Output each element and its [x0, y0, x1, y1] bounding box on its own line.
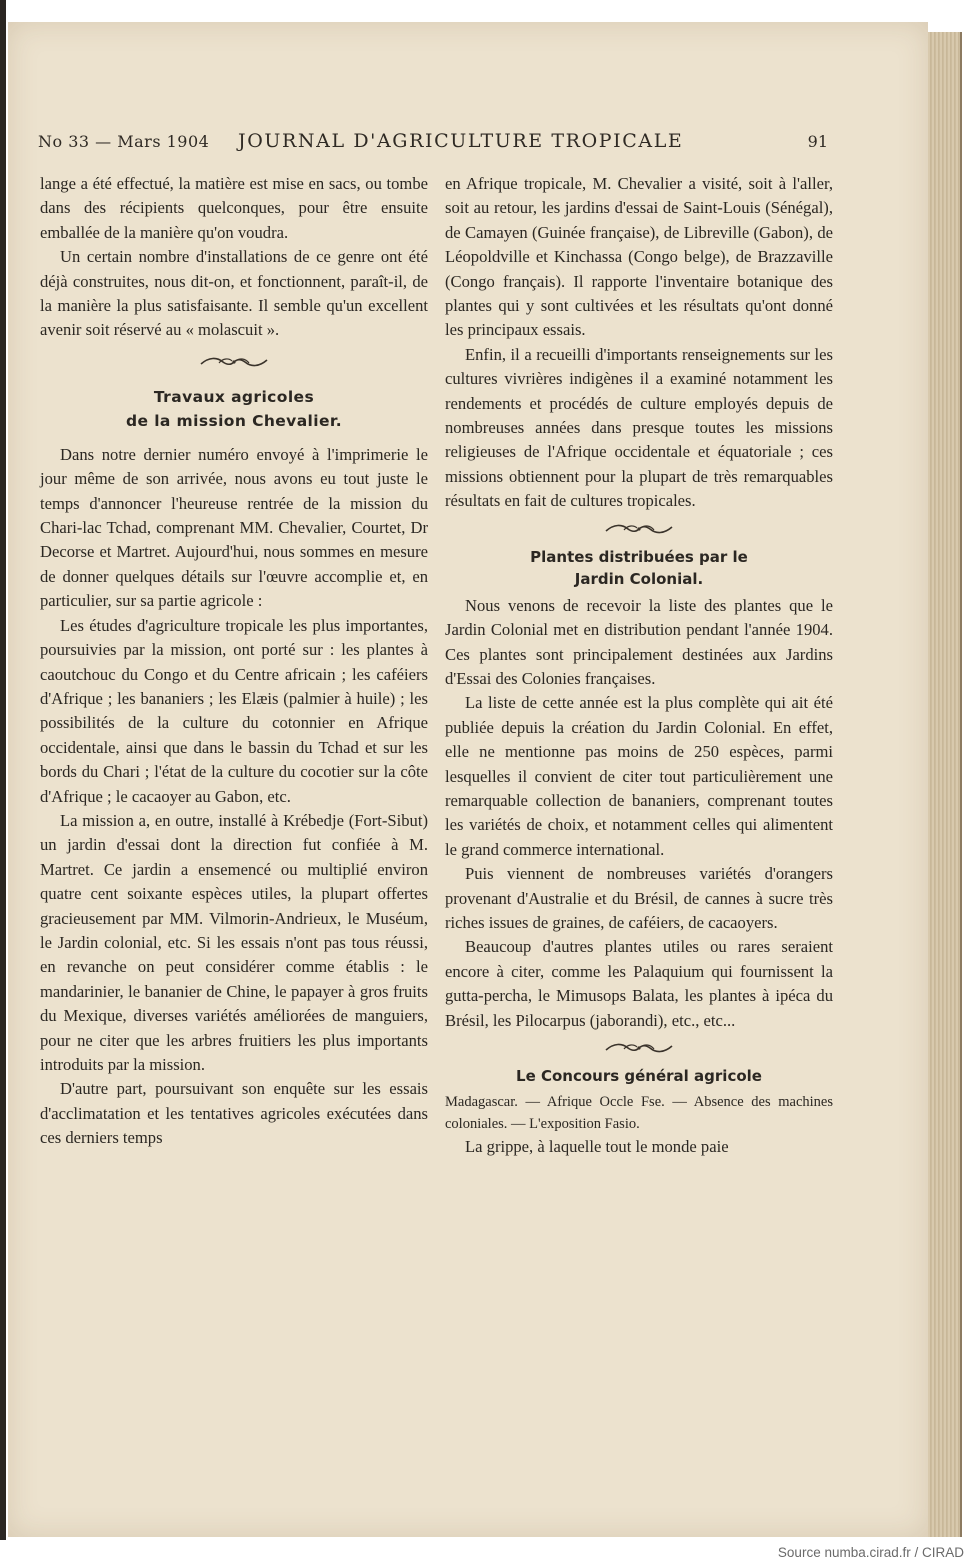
section-title: Le Concours général agricole: [516, 1067, 762, 1085]
ornament-divider-icon: [604, 522, 674, 536]
paragraph: Puis viennent de nombreuses variétés d'orangers provenant d'Australie et du Brésil, de cannes à sucre très riches issues de graines, de caféiers, de cacaoyers.: [445, 864, 833, 932]
paragraph: Les études d'agriculture tropicale les plus importantes, poursuivies par la mission, ont porté sur : les plantes à caoutchouc du Congo et du Centre africain ; les caféiers d'Afrique ; les bananiers ; les Elæis (palmier à huile) ; les possibilités de la culture du cotonnier en Afrique occidentale, ainsi que dans le bassin du Tchad et sur les bords du Chari ; l'état de la culture du cocotier sur la côte d'Afrique ; le cacaoyer au Gabon, etc.: [40, 615, 428, 806]
paragraph: en Afrique tropicale, M. Chevalier a visité, soit à l'aller, soit au retour, les jardins d'essai de Saint-Louis (Sénégal), de Camayen (Guinée française), de Libreville (Gabon), de Léopoldville et Kinchassa (Congo belge), de Brazzaville (Congo français). Il rapporte l'inventaire botanique des plantes qui y sont cultivées et les résultats qu'ont donné les principaux essais.: [445, 174, 833, 340]
section-title-line: de la mission Chevalier.: [125, 411, 343, 430]
paragraph: La grippe, à laquelle tout le monde paie: [465, 1137, 729, 1156]
section-title: [40, 385, 428, 433]
page-number: 91: [807, 132, 828, 151]
left-column: [40, 172, 428, 1151]
paragraph: Nous venons de recevoir la liste des plantes que le Jardin Colonial met en distribution pendant l'année 1904. Ces plantes sont principalement destinées aux Jardins d'Essai des Colonies françaises.: [445, 595, 833, 688]
scan-left-edge: [0, 0, 6, 1540]
running-header: [38, 130, 828, 156]
paragraph: Un certain nombre d'installations de ce genre ont été déjà construites, nous dit-on, et fonctionnent, paraît-il, de la manière la plus satisfaisante. Il semble qu'un excellent avenir soit réservé au « molascuit ».: [40, 247, 428, 340]
paragraph: La mission a, en outre, installé à Krébedje (Fort-Sibut) un jardin d'essai dont la direction fut confiée à M. Martret. Ce jardin a ensemencé ou multiplié environ quatre cent soixante espèces utiles, la plupart offertes gracieusement par MM. Vilmorin-Andrieux, le Muséum, le Jardin colonial, etc. Si les essais n'ont pas tous réussi, en revanche on peut considérer comme établis : le mandarinier, le bananier de Chine, le papayer à gros fruits du Mexique, diverses variétés améliorées de manguiers, pour ne citer que les arbres fruitiers les plus importants introduits par la mission.: [40, 810, 428, 1074]
ornament-divider-icon: [604, 1041, 674, 1055]
source-credit: Source numba.cirad.fr / CIRAD: [777, 1545, 964, 1560]
section-title-line: Plantes distribuées par le: [530, 547, 748, 566]
right-column: [445, 172, 833, 1159]
page-stack-edge: [928, 32, 962, 1537]
issue-number: No 33 — Mars 1904: [38, 132, 210, 151]
section-title-line: Travaux agricoles: [153, 387, 315, 406]
paragraph: Dans notre dernier numéro envoyé à l'imprimerie le jour même de son arrivée, nous avons eu tout juste le temps d'annoncer l'heureuse rentrée de la mission du Chari-lac Tchad, comprenant MM. Chevalier, Courtet, Dr Decorse et Martret. Aujourd'hui, nous sommes en mesure de donner quelques détails sur l'œuvre accomplie et, en particulier, sur sa partie agricole :: [40, 444, 428, 611]
journal-title: JOURNAL D'AGRICULTURE TROPICALE: [238, 130, 684, 152]
paragraph: D'autre part, poursuivant son enquête sur les essais d'acclimatation et les tentatives agricoles exécutées dans ces derniers temps: [40, 1079, 428, 1148]
paragraph: Beaucoup d'autres plantes utiles ou rares seraient encore à citer, comme les Palaquium qui fournissent la gutta-percha, le Mimusops Balata, les plantes à ipéca du Brésil, les Pilocarpus (jaborandi), etc., etc...: [445, 937, 833, 1030]
ornament-divider-icon: [199, 355, 269, 369]
paragraph: lange a été effectué, la matière est mise en sacs, ou tombe dans des récipients quelconques, pour être ensuite emballée de la manière qu'on voudra.: [40, 174, 428, 242]
section-summary: Madagascar. — Afrique Occle Fse. — Absence des machines coloniales. — L'exposition Fasio.: [445, 1094, 833, 1132]
paragraph: La liste de cette année est la plus complète qui ait été publiée depuis la création du Jardin Colonial. En effet, elle ne mentionne pas moins de 250 espèces, parmi lesquelles il convient de citer tout particulièrement une remarquable collection de bananiers, comprenant toutes les variétés de choix, et notamment celles qui alimentent le grand commerce international.: [445, 693, 833, 859]
paragraph: Enfin, il a recueilli d'importants renseignements sur les cultures vivrières indigènes il a examiné notamment les rendements et procédés de culture employés depuis de nombreuses années dans presque toutes les missions religieuses de l'Afrique occidentale et équatoriale ; ces missions obtiennent pour la plupart de très remarquables résultats en fait de cultures tropicales.: [445, 344, 833, 511]
section-title: [445, 546, 833, 590]
section-title-line: Jardin Colonial.: [574, 569, 704, 588]
